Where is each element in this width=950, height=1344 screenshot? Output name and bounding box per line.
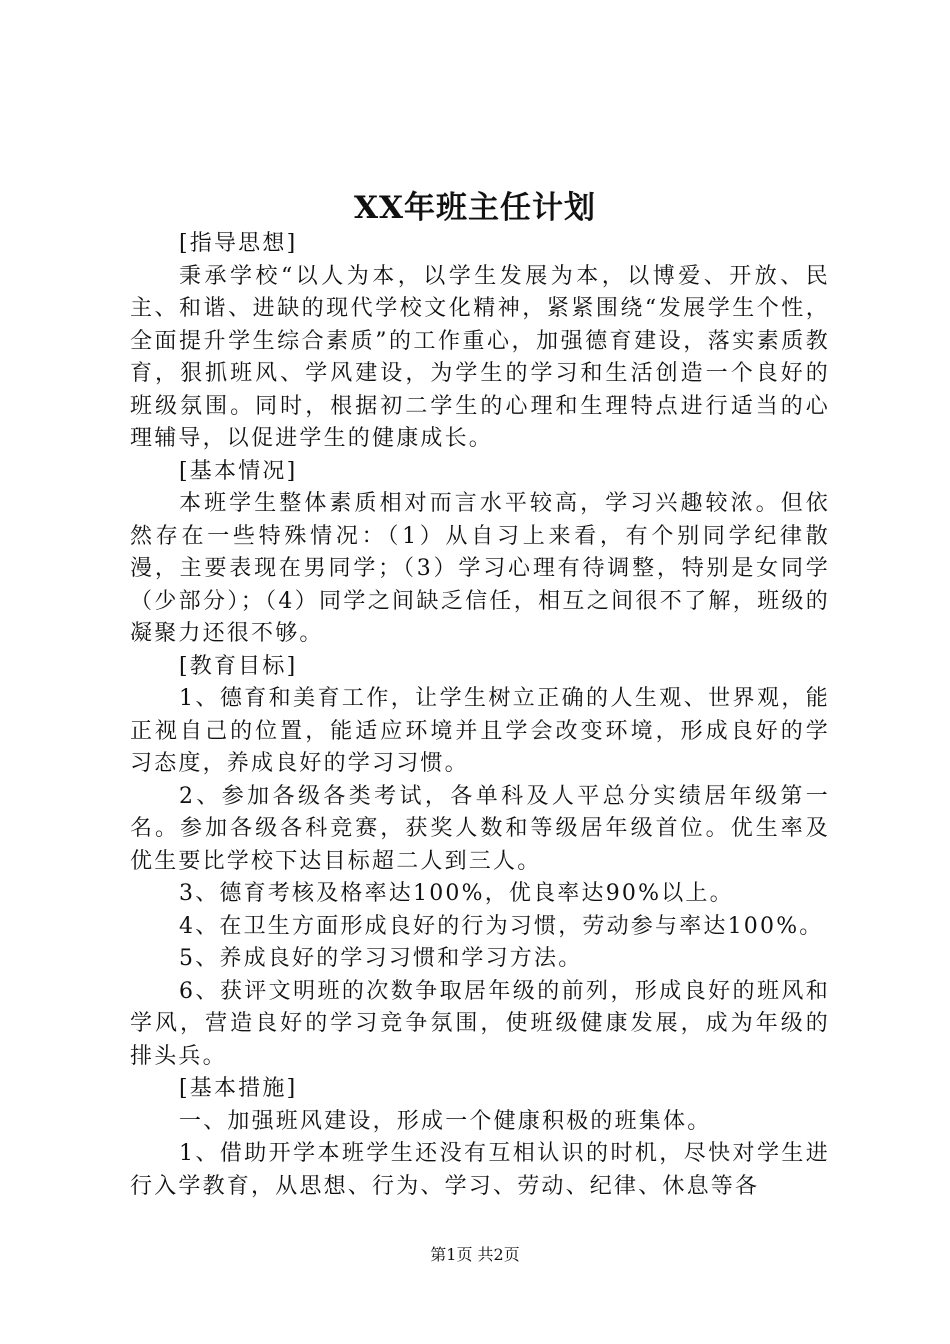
section-heading-basic-measures: [基本措施] <box>179 1076 298 1101</box>
paragraph-basic-situation: 本班学生整体素质相对而言水平较高，学习兴趣较浓。但依然存在一些特殊情况：（1）从自习上来看，有个别同学纪律散漫，主要表现在男同学；（3）学习心理有待调整，特别是女同学（少部分）；（4）同学之间缺乏信任，相互之间很不了解，班级的凝聚力还很不够。 <box>130 491 830 646</box>
document-title: XX年班主任计划 <box>353 190 597 226</box>
section-heading-education-goals: [教育目标] <box>179 653 298 679</box>
section-heading-guiding-thought: [指导思想] <box>179 231 298 256</box>
paragraph-goal-6: 6、获评文明班的次数争取居年级的前列，形成良好的班风和学风，营造良好的学习竞争氛围，使班级健康发展，成为年级的排头兵。 <box>130 978 830 1069</box>
paragraph-goal-3: 3、德育考核及格率达100%，优良率达90%以上。 <box>179 881 734 906</box>
paragraph-measure-1: 1、借助开学本班学生还没有互相认识的时机，尽快对学生进行入学教育，从思想、行为、学习、劳动、纪律、休息等各 <box>130 1141 830 1199</box>
paragraph-guiding-thought: 秉承学校“以人为本，以学生发展为本，以博爱、开放、民主、和谐、进缺的现代学校文化精神，紧紧围绕“发展学生个性，全面提升学生综合素质”的工作重心，加强德育建设，落实素质教育，狠抓班风、学风建设，为学生的学习和生活创造一个良好的班级氛围。同时，根据初二学生的心理和生理特点进行适当的心理辅导，以促进学生的健康成长。 <box>130 263 830 451</box>
document-body <box>130 228 830 1203</box>
paragraph-measure-heading-1: 一、加强班风建设，形成一个健康积极的班集体。 <box>179 1108 712 1134</box>
section-heading-basic-situation: [基本情况] <box>179 458 298 484</box>
paragraph-goal-1: 1、德育和美育工作，让学生树立正确的人生观、世界观，能正视自己的位置，能适应环境并且学会改变环境，形成良好的学习态度，养成良好的学习习惯。 <box>130 686 830 776</box>
paragraph-goal-4: 4、在卫生方面形成良好的行为习惯，劳动参与率达100%。 <box>179 913 824 939</box>
page-footer: 第1页 共2页 <box>430 1245 520 1264</box>
paragraph-goal-5: 5、养成良好的学习习惯和学习方法。 <box>179 946 583 971</box>
paragraph-goal-2: 2、参加各级各类考试，各单科及人平总分实绩居年级第一名。参加各级各科竞赛，获奖人数和等级居年级首位。优生率及优生要比学校下达目标超二人到三人。 <box>130 783 830 874</box>
